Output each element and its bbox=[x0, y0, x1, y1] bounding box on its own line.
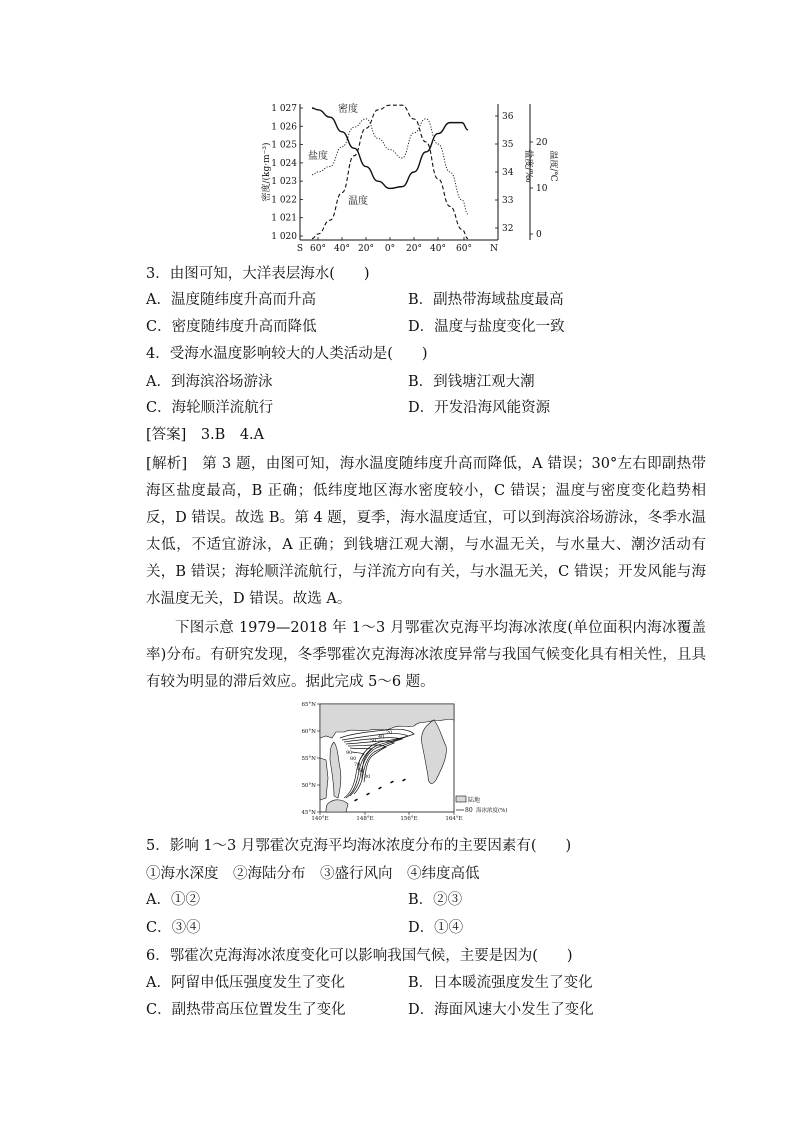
yleft-tick-label: 1 023 bbox=[271, 177, 297, 188]
q6-option-b: B．日本暖流强度发生了变化 bbox=[408, 975, 593, 991]
yright2-tick-label: 20 bbox=[536, 138, 548, 148]
q6-stem: 6．鄂霍次克海海冰浓度变化可以影响我国气候，主要是因为( ) bbox=[146, 948, 573, 964]
yleft-tick-label: 1 021 bbox=[271, 213, 297, 224]
contour-label: 20 bbox=[386, 730, 393, 736]
yleft-tick-label: 1 022 bbox=[271, 195, 297, 206]
q4-option-d: D．开发沿海风能资源 bbox=[408, 400, 551, 416]
answer-text: 3.B 4.A bbox=[186, 427, 265, 443]
legend-land-swatch bbox=[456, 796, 466, 802]
q4-option-b: B．到钱塘江观大潮 bbox=[408, 374, 535, 390]
lat-tick-label: 65°N bbox=[301, 702, 316, 708]
lat-tick-label: 60°N bbox=[301, 729, 316, 735]
figure-sea-ice-map bbox=[296, 698, 536, 822]
lat-tick-label: 55°N bbox=[301, 756, 316, 762]
yleft-tick-label: 1 027 bbox=[271, 104, 297, 114]
q5-option-a: A．①② bbox=[146, 892, 200, 908]
lon-tick-label: 164°E bbox=[445, 816, 463, 822]
legend-land-label: 陆地 bbox=[468, 797, 481, 804]
contour-label: 80 bbox=[350, 756, 357, 762]
contour-label: 40 bbox=[378, 734, 385, 740]
yleft-tick-label: 1 025 bbox=[271, 140, 297, 151]
x-tick-label: 0° bbox=[384, 244, 396, 254]
yleft-tick-label: 1 026 bbox=[271, 122, 297, 133]
contour-label: 70 bbox=[354, 762, 361, 768]
yleft-tick-label: 1 020 bbox=[271, 232, 297, 242]
yright2-tick-label: 10 bbox=[536, 184, 548, 194]
q6-option-a: A．阿留申低压强度发生了变化 bbox=[146, 975, 345, 991]
yleft-tick-label: 1 024 bbox=[271, 158, 297, 169]
lon-tick-label: 140°E bbox=[311, 816, 329, 822]
lat-tick-label: 50°N bbox=[301, 783, 316, 789]
q3-option-b: B．副热带海域盐度最高 bbox=[408, 292, 564, 308]
lon-tick-label: 148°E bbox=[356, 816, 374, 822]
yleft-axis-label: 密度/(kg·m⁻³) bbox=[262, 142, 272, 202]
yright2-axis-label: 温度/℃ bbox=[548, 150, 558, 182]
q5-options-line: ①海水深度 ②海陆分布 ③盛行风向 ④纬度高低 bbox=[146, 866, 480, 882]
contour-label: 90 bbox=[346, 750, 353, 756]
q5-option-b: B．②③ bbox=[408, 892, 463, 908]
label-temperature: 温度 bbox=[348, 196, 368, 207]
series-salinity-line bbox=[312, 119, 468, 214]
legend-line-value: 80 bbox=[465, 807, 473, 814]
q6-option-d: D．海面风速大小发生了变化 bbox=[408, 1002, 594, 1018]
lat-tick-label: 45°N bbox=[301, 810, 316, 816]
q3-stem: 3．由图可知，大洋表层海水( ) bbox=[146, 266, 370, 282]
q4-stem: 4．受海水温度影响较大的人类活动是( ) bbox=[146, 346, 428, 362]
x-tick-label: 40° bbox=[334, 244, 350, 254]
x-tick-label: N bbox=[490, 244, 498, 254]
label-density: 密度 bbox=[338, 104, 358, 115]
x-tick-label: 20° bbox=[406, 244, 422, 254]
contour-label: 50 bbox=[370, 738, 377, 744]
answer-line bbox=[146, 425, 264, 445]
q4-option-c: C．海轮顺洋流航行 bbox=[146, 400, 274, 416]
yright1-tick-label: 36 bbox=[502, 112, 514, 122]
lon-tick-label: 156°E bbox=[400, 816, 418, 822]
analysis-tag: [解析] bbox=[146, 456, 188, 472]
figure-ocean-properties-chart bbox=[258, 96, 558, 256]
answer-tag: [答案] bbox=[146, 427, 187, 443]
yright1-axis-label: 盐度/‰ bbox=[523, 149, 533, 183]
q3-option-d: D．温度与盐度变化一致 bbox=[408, 319, 565, 335]
series-temperature-line bbox=[312, 105, 468, 238]
x-tick-label: 20° bbox=[358, 244, 374, 254]
contour-label: 60 bbox=[358, 768, 365, 774]
label-salinity: 盐度 bbox=[308, 151, 328, 162]
legend-line-label: 海冰浓度(%) bbox=[476, 808, 508, 814]
series-density-line bbox=[312, 108, 468, 188]
x-tick-label: 40° bbox=[430, 244, 446, 254]
q5-stem: 5．影响 1～3 月鄂霍次克海平均海冰浓度分布的主要因素有( ) bbox=[146, 838, 572, 854]
intro-paragraph: 下图示意 1979—2018 年 1～3 月鄂霍次克海平均海冰浓度(单位面积内海冰覆盖率)分布。有研究发现，冬季鄂霍次克海海冰浓度异常与我国气候变化具有相关性，且具有较为明显的滞后效应。据此完成 5～6 题。 bbox=[146, 620, 706, 690]
x-tick-label: S bbox=[296, 244, 304, 254]
yright1-tick-label: 32 bbox=[502, 224, 514, 234]
q4-option-a: A．到海滨浴场游泳 bbox=[146, 374, 273, 390]
q3-option-a: A．温度随纬度升高而升高 bbox=[146, 292, 316, 308]
analysis-text: 第 3 题，由图可知，海水温度随纬度升高而降低，A 错误；30°左右即副热带海区盐度最高，B 正确；低纬度地区海水密度较小，C 错误；温度与密度变化趋势相反，D 错误。故选 B。第 4 题，夏季，海水温度适宜，可以到海滨浴场游泳，冬季水温太低，不适宜游泳，A 正确；到钱塘江观大潮，与水温无关，与水量大、潮汐活动有关，B 错误；海轮顺洋流航行，与洋流方向有关，与水温无关，C 错误；开发风能与海水温度无关，D 错误。故选 A。 bbox=[146, 456, 706, 607]
x-tick-label: 60° bbox=[456, 244, 472, 254]
q5-option-d: D．①④ bbox=[408, 920, 464, 936]
x-tick-label: 60° bbox=[310, 244, 326, 254]
q3-option-c: C．密度随纬度升高而降低 bbox=[146, 319, 317, 335]
q5-option-c: C．③④ bbox=[146, 920, 201, 936]
yright1-tick-label: 35 bbox=[502, 140, 514, 150]
yright2-tick-label: 0 bbox=[536, 230, 542, 240]
yright1-tick-label: 33 bbox=[502, 196, 514, 206]
q6-option-c: C．副热带高压位置发生了变化 bbox=[146, 1002, 346, 1018]
contour-label: 30 bbox=[364, 774, 371, 780]
analysis-paragraph bbox=[146, 451, 706, 613]
yright1-tick-label: 34 bbox=[502, 168, 514, 178]
